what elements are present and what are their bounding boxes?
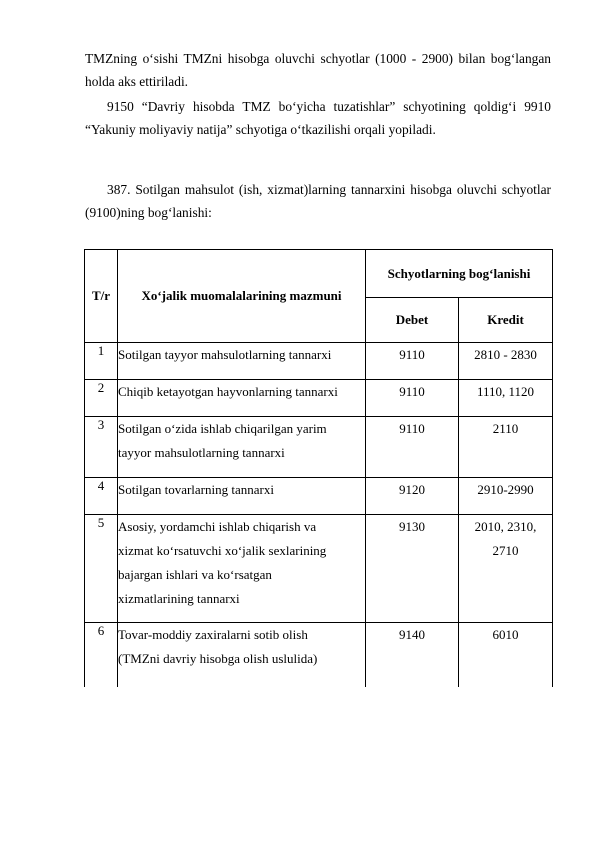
row-number: 2	[85, 380, 118, 417]
credit-value: 2810 - 2830	[474, 347, 537, 362]
debit-value: 9110	[399, 347, 425, 362]
row-number: 4	[85, 478, 118, 515]
description-line: Asosiy, yordamchi ishlab chiqarish va	[118, 519, 317, 534]
table-row	[85, 515, 553, 623]
debit-value: 9130	[399, 519, 425, 534]
header-credit: Kredit	[459, 298, 553, 343]
paragraph-tmz-growth: TMZning o‘sishi TMZni hisobga oluvchi schyotlar (1000 - 2900) bilan bog‘langan holda aks ettiriladi.	[85, 51, 551, 89]
row-number: 6	[85, 623, 118, 688]
description-line: Sotilgan o‘zida ishlab chiqarilgan yarim	[118, 421, 327, 436]
row-debit	[366, 417, 459, 478]
debit-value: 9120	[399, 482, 425, 497]
description-line: tayyor mahsulotlarning tannarxi	[118, 445, 285, 460]
debit-value: 9110	[399, 421, 425, 436]
row-number: 1	[85, 343, 118, 380]
header-description: Xo‘jalik muomalalarining mazmuni	[118, 250, 366, 343]
paragraph-387-heading: 387. Sotilgan mahsulot (ish, xizmat)larning tannarxini hisobga oluvchi schyotlar (9100)ning bog‘lanishi:	[85, 182, 551, 220]
row-debit	[366, 515, 459, 623]
row-debit	[366, 478, 459, 515]
row-description	[118, 417, 366, 478]
description-line: Chiqib ketayotgan hayvonlarning tannarxi	[118, 384, 338, 399]
row-description	[118, 623, 366, 688]
row-credit	[459, 478, 553, 515]
credit-value: 2010, 2310,	[474, 519, 537, 534]
table-row	[85, 478, 553, 515]
table-row	[85, 417, 553, 478]
credit-value: 2110	[492, 421, 519, 436]
header-account-links: Schyotlarning bog‘lanishi	[366, 250, 553, 298]
debit-value: 9110	[399, 384, 425, 399]
table-row	[85, 343, 553, 380]
header-row-number: T/r	[85, 250, 118, 343]
row-number: 3	[85, 417, 118, 478]
description-line: xizmatlarining tannarxi	[118, 591, 240, 606]
description-line: Sotilgan tayyor mahsulotlarning tannarxi	[118, 347, 332, 362]
row-credit	[459, 623, 553, 688]
header-debit: Debet	[366, 298, 459, 343]
row-description	[118, 478, 366, 515]
description-line: xizmat ko‘rsatuvchi xo‘jalik sexlarining	[118, 543, 327, 558]
debit-value: 9140	[399, 627, 425, 642]
table-body	[85, 343, 553, 688]
row-credit	[459, 515, 553, 623]
row-description	[118, 343, 366, 380]
credit-value: 2710	[492, 543, 519, 558]
row-description	[118, 515, 366, 623]
description-line: Sotilgan tovarlarning tannarxi	[118, 482, 274, 497]
credit-value: 1110, 1120	[476, 384, 535, 399]
table-row	[85, 380, 553, 417]
row-debit	[366, 623, 459, 688]
row-number: 5	[85, 515, 118, 623]
credit-value: 2910-2990	[477, 482, 534, 497]
row-credit	[459, 380, 553, 417]
account-correspondence-table	[84, 249, 553, 687]
paragraph-9150-closing: 9150 “Davriy hisobda TMZ bo‘yicha tuzatishlar” schyotining qoldig‘i 9910 “Yakuniy moliyaviy natija” schyotiga o‘tkazilishi orqali yopiladi.	[85, 99, 551, 137]
row-credit	[459, 417, 553, 478]
row-debit	[366, 343, 459, 380]
row-description	[118, 380, 366, 417]
table-row	[85, 623, 553, 688]
description-line: Tovar-moddiy zaxiralarni sotib olish	[118, 627, 308, 642]
credit-value: 6010	[492, 627, 519, 642]
row-debit	[366, 380, 459, 417]
description-line: (TMZni davriy hisobga olish uslulida)	[118, 651, 318, 666]
row-credit	[459, 343, 553, 380]
description-line: bajargan ishlari va ko‘rsatgan	[118, 567, 272, 582]
